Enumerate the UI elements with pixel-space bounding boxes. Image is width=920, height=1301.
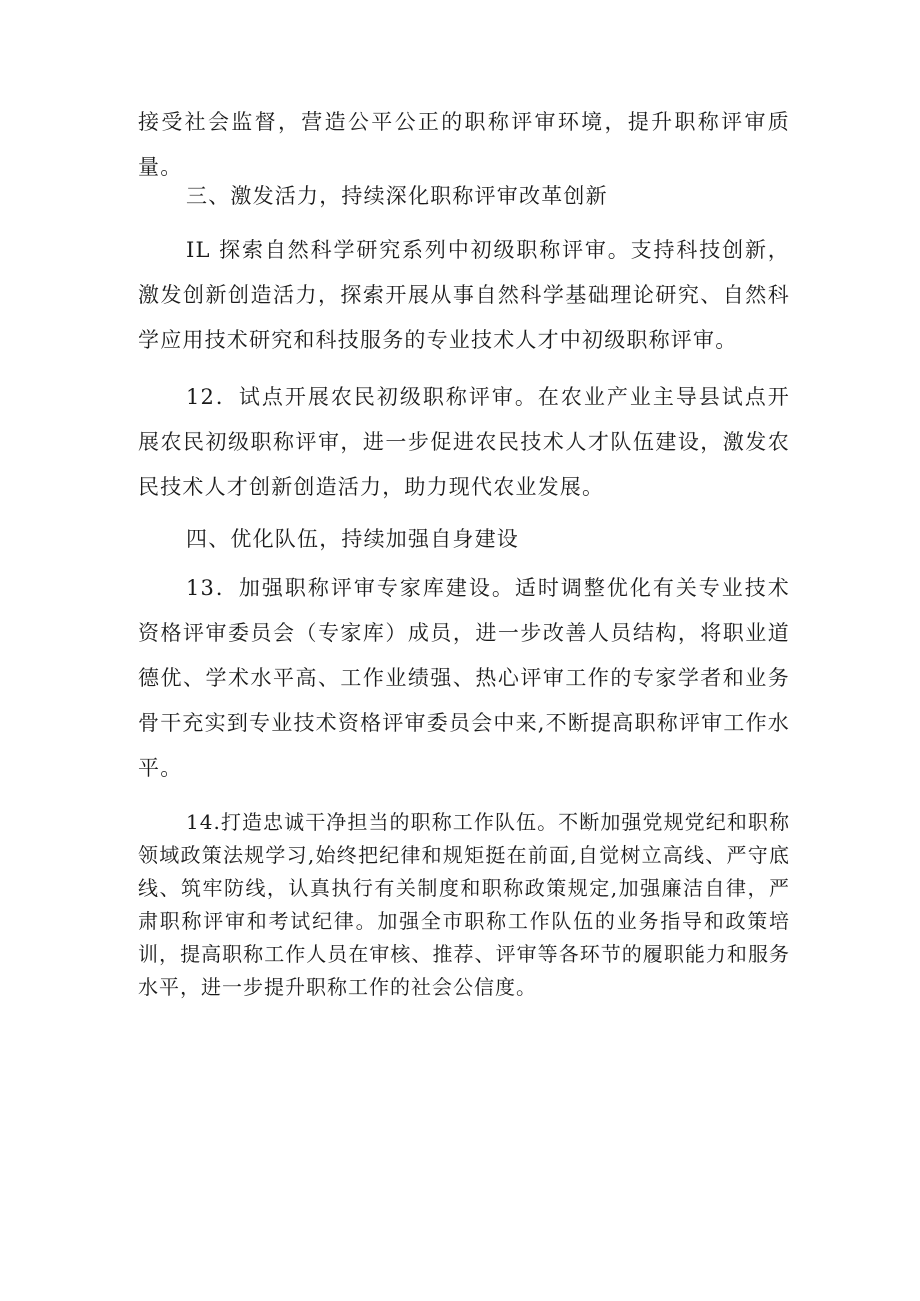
paragraph-item-11: IL 探索自然科学研究系列中初级职称评审。支持科技创新，激发创新创造活力，探索开展从事自然科学基础理论研究、自然科学应用技术研究和科技服务的专业技术人才中初级职称评审。 xyxy=(138,238,790,352)
section-heading-four: 四、优化队伍，持续加强自身建设 xyxy=(186,527,519,551)
paragraph-item-12: 12．试点开展农民初级职称评审。在农业产业主导县试点开展农民初级职称评审，进一步促进农民技术人才队伍建设，激发农民技术人才创新创造活力，助力现代农业发展。 xyxy=(138,385,790,499)
paragraph-item-13: 13．加强职称评审专家库建设。适时调整优化有关专业技术资格评审委员会（专家库）成员，进一步改善人员结构，将职业道德优、学术水平高、工作业绩强、热心评审工作的专家学者和业务骨干充实到专业技术资格评审委员会中来,不断提高职称评审工作水平。 xyxy=(138,576,790,780)
paragraph-item-14: 14.打造忠诚干净担当的职称工作队伍。不断加强党规党纪和职称领域政策法规学习,始终把纪律和规矩挺在前面,自觉树立高线、严守底线、筑牢防线，认真执行有关制度和职称政策规定,加强廉洁自律，严肃职称评审和考试纪律。加强全市职称工作队伍的业务指导和政策培训，提高职称工作人员在审核、推荐、评审等各环节的履职能力和服务水平，进一步提升职称工作的社会公信度。 xyxy=(138,810,790,999)
section-heading-three: 三、激发活力，持续深化职称评审改革创新 xyxy=(186,184,608,208)
paragraph-continuation: 接受社会监督，营造公平公正的职称评审环境，提升职称评审质量。 xyxy=(138,110,790,179)
